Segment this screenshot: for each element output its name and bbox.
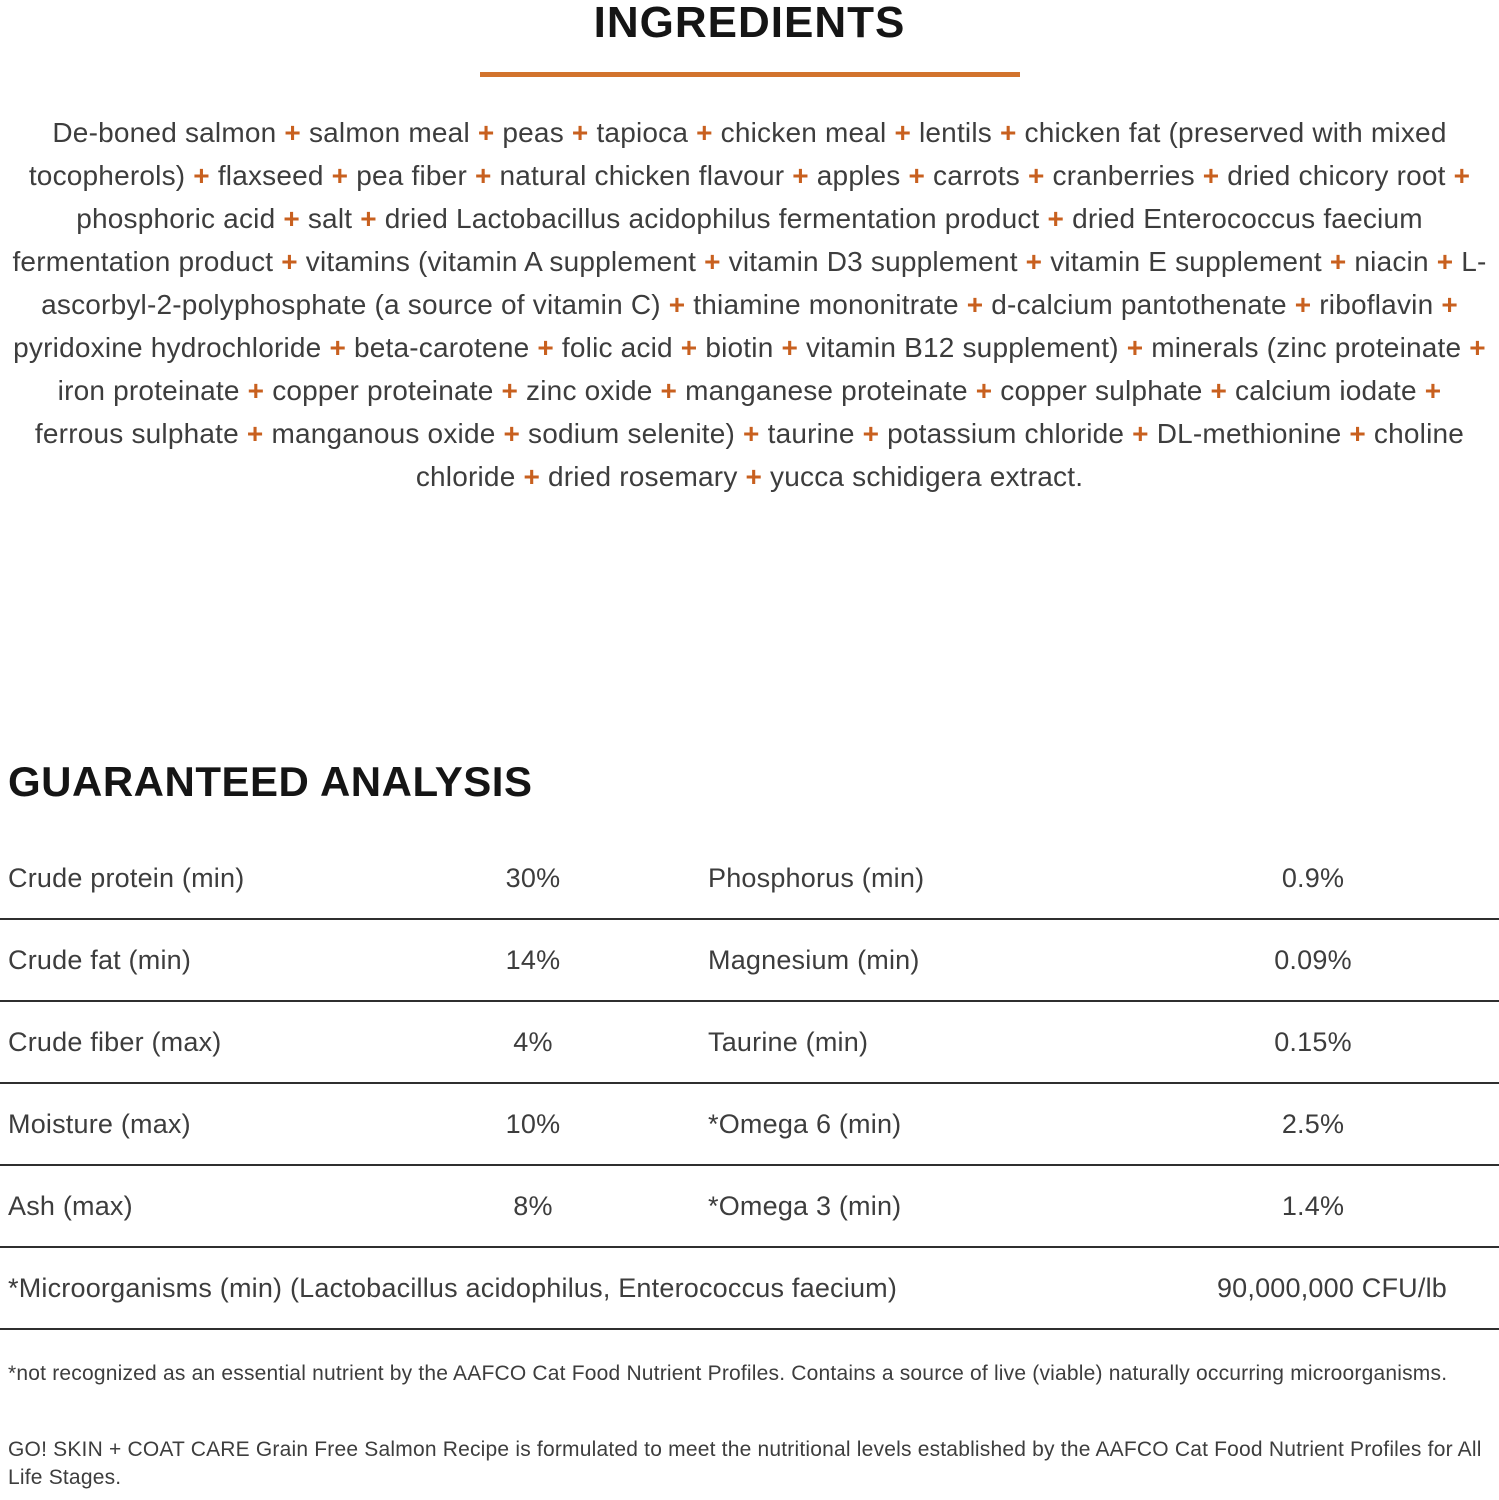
ingredient-item: cranberries	[1052, 160, 1195, 191]
plus-separator: +	[352, 203, 385, 234]
plus-separator: +	[886, 117, 919, 148]
nutrient-label: *Omega 3 (min)	[708, 1190, 902, 1221]
nutrient-value: 90,000,000 CFU/lb	[1216, 1272, 1447, 1303]
plus-separator: +	[660, 289, 694, 320]
ingredient-item: folic acid	[561, 332, 673, 363]
nutrient-label: Magnesium (min)	[708, 944, 920, 975]
ingredient-item: chicken fat (preserved with mixed tocopherols)	[28, 117, 1447, 191]
plus-separator: +	[275, 203, 308, 234]
plus-separator: +	[991, 117, 1025, 148]
ingredient-item: vitamin D3 supplement	[728, 246, 1018, 277]
nutrient-label: Crude protein (min)	[8, 862, 245, 893]
ingredient-item: niacin	[1354, 246, 1429, 277]
plus-separator: +	[1428, 246, 1462, 277]
plus-separator: +	[529, 332, 562, 363]
ingredient-item: vitamin B12 supplement)	[806, 332, 1119, 363]
ingredient-item: iron proteinate	[57, 375, 240, 406]
plus-separator: +	[1321, 246, 1355, 277]
nutrient-label: Phosphorus (min)	[708, 862, 925, 893]
formulation-statement: GO! SKIN + COAT CARE Grain Free Salmon Recipe is formulated to meet the nutritional levels established by the AAFCO Cat Food Nutrient Profiles for All Life Stages.	[8, 1438, 1482, 1489]
plus-separator: +	[1194, 160, 1228, 191]
plus-separator: +	[652, 375, 686, 406]
nutrient-value: 1.4%	[1281, 1190, 1345, 1221]
analysis-row	[0, 1084, 1499, 1166]
ingredient-item: d-calcium pantothenate	[991, 289, 1287, 320]
nutrient-label: *Microorganisms (min) (Lactobacillus acidophilus, Enterococcus faecium)	[8, 1272, 898, 1303]
nutrient-value: 10%	[505, 1108, 561, 1139]
plus-separator: +	[1286, 289, 1320, 320]
nutrient-value: 4%	[513, 1026, 553, 1057]
plus-separator: +	[1445, 160, 1471, 191]
ingredient-item: vitamins (vitamin A supplement	[305, 246, 697, 277]
plus-separator: +	[1017, 246, 1051, 277]
ingredient-item: flaxseed	[217, 160, 324, 191]
ingredient-item: manganous oxide	[271, 418, 496, 449]
plus-separator: +	[238, 418, 272, 449]
ingredient-item: manganese proteinate	[685, 375, 968, 406]
plus-separator: +	[466, 160, 500, 191]
plus-separator: +	[696, 246, 729, 277]
ingredient-item: De-boned salmon	[52, 117, 277, 148]
plus-separator: +	[515, 461, 548, 492]
plus-separator: +	[563, 117, 597, 148]
ingredient-item: biotin	[705, 332, 774, 363]
plus-separator: +	[1124, 418, 1157, 449]
ingredient-item: thiamine mononitrate	[693, 289, 959, 320]
plus-separator: +	[958, 289, 992, 320]
plus-separator: +	[688, 117, 721, 148]
plus-separator: +	[784, 160, 817, 191]
ingredient-item: copper proteinate	[272, 375, 494, 406]
analysis-row	[0, 838, 1499, 920]
plus-separator: +	[773, 332, 806, 363]
ingredient-item: natural chicken flavour	[499, 160, 785, 191]
nutrient-label: Taurine (min)	[708, 1026, 869, 1057]
plus-separator: +	[495, 418, 528, 449]
ingredient-item: pyridoxine hydrochloride	[13, 332, 322, 363]
plus-separator: +	[1433, 289, 1458, 320]
analysis-row	[0, 1166, 1499, 1248]
ingredient-item: apples	[816, 160, 901, 191]
plus-separator: +	[1202, 375, 1236, 406]
nutrient-label: Moisture (max)	[8, 1108, 191, 1139]
plus-separator: +	[967, 375, 1001, 406]
nutrient-label: Ash (max)	[8, 1190, 133, 1221]
nutrient-value: 14%	[505, 944, 561, 975]
ingredient-item: dried Enterococcus faecium fermentation product	[12, 203, 1423, 277]
plus-separator: +	[672, 332, 706, 363]
plus-separator: +	[1020, 160, 1053, 191]
ingredient-item: pea fiber	[356, 160, 467, 191]
ingredient-item: salt	[307, 203, 353, 234]
nutrient-value: 30%	[505, 862, 561, 893]
plus-separator: +	[735, 418, 768, 449]
ingredient-item: calcium iodate	[1235, 375, 1417, 406]
ingredient-item: salmon meal	[308, 117, 470, 148]
plus-separator: +	[1416, 375, 1442, 406]
nutrient-value: 0.15%	[1274, 1026, 1352, 1057]
ingredient-item: dried Lactobacillus acidophilus fermentation product	[384, 203, 1040, 234]
plus-separator: +	[900, 160, 934, 191]
ingredient-item: choline chloride	[415, 418, 1465, 492]
ingredients-title: INGREDIENTS	[593, 0, 906, 47]
guaranteed-analysis-title: GUARANTEED ANALYSIS	[8, 758, 533, 805]
ingredient-item: yucca schidigera extract.	[770, 461, 1084, 492]
aafco-footnote: *not recognized as an essential nutrient by the AAFCO Cat Food Nutrient Profiles. Contains a source of live (viable) naturally occurring microorganisms.	[8, 1362, 1448, 1385]
ingredient-item: minerals (zinc proteinate	[1151, 332, 1462, 363]
ingredient-item: L-ascorbyl-2-polyphosphate (a source of vitamin C)	[41, 246, 1487, 320]
plus-separator: +	[276, 117, 309, 148]
ingredient-item: carrots	[933, 160, 1020, 191]
analysis-row	[0, 1002, 1499, 1084]
plus-separator: +	[1118, 332, 1152, 363]
analysis-row	[0, 920, 1499, 1002]
plus-separator: +	[1341, 418, 1374, 449]
ingredient-item: riboflavin	[1319, 289, 1434, 320]
plus-separator: +	[323, 160, 357, 191]
ingredient-item: sodium selenite)	[528, 418, 736, 449]
ingredients-text	[0, 111, 1499, 498]
analysis-row-microorganisms	[0, 1248, 1499, 1330]
plus-separator: +	[493, 375, 527, 406]
ingredient-item: dried chicory root	[1227, 160, 1446, 191]
plus-separator: +	[1461, 332, 1486, 363]
title-underline-rule	[480, 72, 1020, 77]
ingredient-item: dried rosemary	[547, 461, 738, 492]
nutrient-value: 2.5%	[1281, 1108, 1345, 1139]
ingredient-item: lentils	[918, 117, 992, 148]
ingredient-item: vitamin E supplement	[1050, 246, 1322, 277]
plus-separator: +	[239, 375, 273, 406]
ingredient-item: copper sulphate	[1000, 375, 1203, 406]
nutrient-value: 0.09%	[1274, 944, 1352, 975]
plus-separator: +	[737, 461, 771, 492]
plus-separator: +	[469, 117, 503, 148]
ingredient-item: tapioca	[596, 117, 689, 148]
nutrient-label: Crude fiber (max)	[8, 1026, 222, 1057]
ingredient-item: chicken meal	[720, 117, 887, 148]
plus-separator: +	[273, 246, 306, 277]
ingredient-item: potassium chloride	[887, 418, 1125, 449]
plus-separator: +	[854, 418, 888, 449]
nutrient-value: 0.9%	[1281, 862, 1345, 893]
ingredient-item: taurine	[767, 418, 855, 449]
ingredient-item: peas	[502, 117, 564, 148]
nutrient-label: Crude fat (min)	[8, 944, 192, 975]
nutrient-value: 8%	[513, 1190, 553, 1221]
nutrient-label: *Omega 6 (min)	[708, 1108, 902, 1139]
plus-separator: +	[1039, 203, 1073, 234]
ingredient-item: ferrous sulphate	[34, 418, 239, 449]
plus-separator: +	[185, 160, 218, 191]
plus-separator: +	[321, 332, 354, 363]
analysis-table	[0, 838, 1499, 1330]
ingredient-item: beta-carotene	[353, 332, 530, 363]
ingredient-item: zinc oxide	[526, 375, 653, 406]
ingredient-item: DL-methionine	[1156, 418, 1342, 449]
ingredient-item: phosphoric acid	[76, 203, 276, 234]
